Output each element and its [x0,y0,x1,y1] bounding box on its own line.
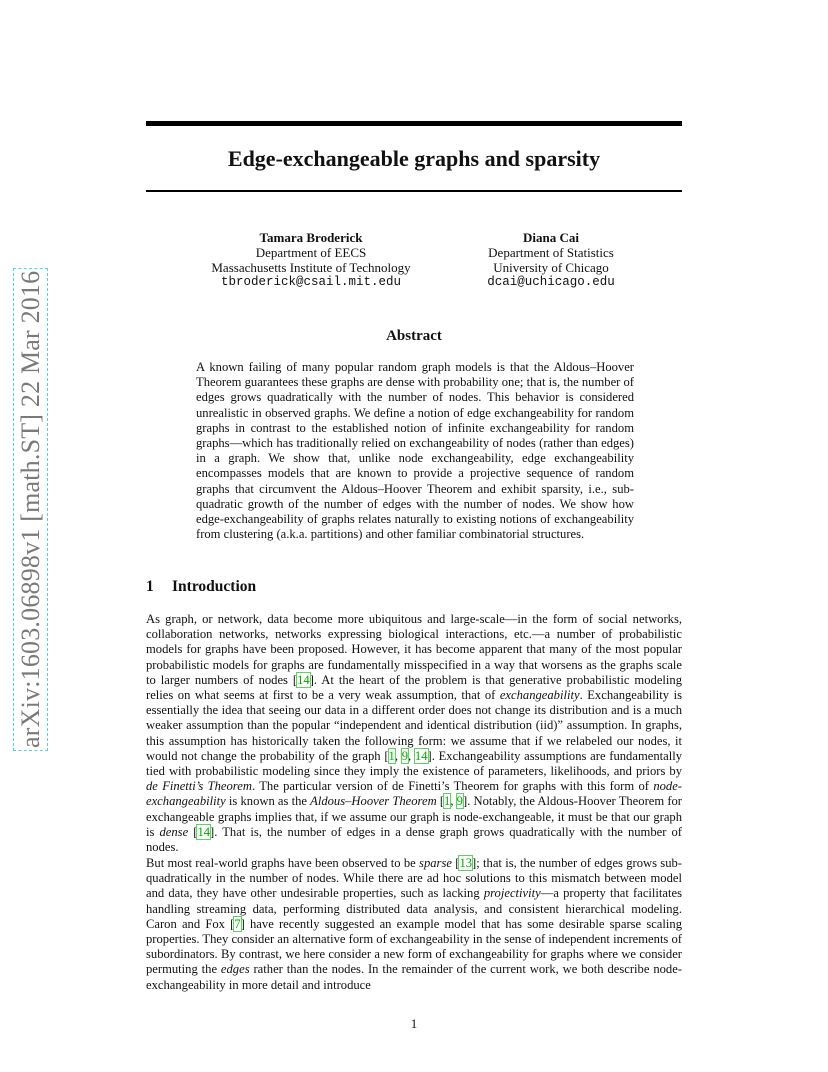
arxiv-identifier[interactable]: arXiv:1603.06898v1 [math.ST] 22 Mar 2016 [16,270,45,748]
text-run: [ [451,856,460,870]
text-run: [ [436,794,445,809]
citation-link[interactable]: 13 [459,856,473,870]
page-number: 1 [410,1016,418,1031]
text-run: ]. That is, the number of edges in a dense graph grows quadratically with the number of nodes. [146,824,682,855]
text-run: . Exchangeability is essentially the idea that seeing our data in a different order does not change its distribution and is a much weaker assumption than the popular “independent and identical distribution (iid)” assumption. In graphs, this assumption has historically taken the following form: we assume that if we relabeled our nodes, it would not change the probability of the graph [ [146,688,682,763]
text-run: ] have recently suggested an example model that has some desirable sparse scaling properties. They consider an alternative form of exchangeability in the sense of independent increments of subordinators. By contrast, we here consider a new form of exchangeability for graphs where we consider permuting the [146,916,682,977]
title-rule-bottom [146,190,682,192]
emphasis: edges [220,962,250,977]
emphasis: dense [159,824,189,839]
author-1 [206,230,416,290]
text-run: But most real-world graphs have been observed to be [146,856,420,870]
text-run: As graph, or network, data become more ubiquitous and large-scale—in the form of social networks, collaboration networks, networks expressing biological interactions, etc.—a number of probabilistic models for graphs have been proposed. However, it has become apparent that many of the most popular probabilistic models for graphs are fundamentally misspecified in a way that worsens as the graphs scale to larger numbers of nodes [ [146,612,682,687]
author-name: Tamara Broderick [259,230,363,245]
intro-paragraph-1: As graph, or network, data become more ubiquitous and large-scale—in the form of social networks, collaboration networks, networks expressing biological interactions, etc.—a number of probabilistic models for graphs have been proposed. However, it has become apparent that many of the most popular probabilistic models for graphs are fundamentally misspecified in a way that worsens as the graphs scale to larger numbers of nodes [14]. At the heart of the problem is that generative probabilistic modeling relies on what seems at first to be a very weak assumption, that of exchangeability. Exchangeability is essentially the idea that seeing our data in a different order does not change its distribution and is a much weaker assumption than the popular “independent and identical distribution (iid)” assumption. In graphs, this assumption has historically taken the following form: we assume that if we relabeled our nodes, it would not change the probability of the graph [1, 9, 14]. Exchangeability assumptions are fundamentally tied with probabilistic modeling since they imply the existence of parameters, likelihoods, and priors by de Finetti’s Theorem. The particular version of de Finetti’s Theorem for graphs with this form of node-exchangeability is known as the Aldous–Hoover Theorem [1, 9]. Notably, the Aldous-Hoover Theorem for exchangeable graphs implies that, if we assume our graph is node-exchangeable, it must be that our graph is dense [14]. That is, the number of edges in a dense graph grows quadratically with the number of nodes. [146,612,683,855]
text-run: ]. Notably, the Aldous-Hoover Theorem for exchangeable graphs implies that, if we assume our graph is node-exchangeable, it must be that our graph is [146,794,683,839]
section-heading-introduction [146,578,256,596]
text-run: ]. At the heart of the problem is that generative probabilistic modeling relies on what seems at first to be a very weak assumption, that of [146,672,682,703]
citation-link[interactable]: 1 [444,794,451,809]
author-department: Department of Statistics [488,245,614,260]
text-run: ]; that is, the number of edges grows sub-quadratically in the number of nodes. While there are ad hoc solutions to this mismatch between model and data, they have other undesirable properties, such as lacking [146,856,682,901]
paper-title: Edge-exchangeable graphs and sparsity [227,146,601,171]
text-run: —a property that facilitates handling streaming data, performing distributed data analysis, and consistent hierarchical modeling. Caron and Fox [ [146,886,682,931]
author-department: Department of EECS [255,245,367,260]
emphasis: node-exchangeability [146,779,682,809]
author-institution: Massachusetts Institute of Technology [211,260,411,275]
author-email: dcai@uchicago.edu [487,275,615,289]
author-email: tbroderick@csail.mit.edu [220,275,402,289]
arxiv-sidebar [16,228,52,748]
section-number: 1 [146,578,154,595]
citation-link[interactable]: 1 [388,748,395,763]
citation-link[interactable]: 14 [414,748,428,763]
text-run: . The particular version of de Finetti’s Theorem for graphs with this form of [251,779,654,794]
emphasis: Aldous–Hoover Theorem [310,794,437,809]
text-run: ]. Exchangeability assumptions are fundamentally tied with probabilistic modeling since they imply the existence of parameters, likelihoods, and priors by [146,748,683,779]
citation-link[interactable]: 9 [401,748,409,763]
text-run: is known as the [225,794,311,809]
citation-link[interactable]: 7 [234,916,241,931]
intro-paragraph-2 [146,856,682,993]
abstract-heading: Abstract [386,328,442,344]
citation-link[interactable]: 14 [197,824,211,839]
author-name: Diana Cai [523,230,579,245]
author-institution: University of Chicago [493,260,609,275]
text-run: [ [188,824,198,839]
citation-link[interactable]: 14 [297,672,310,687]
abstract-text: A known failing of many popular random graph models is that the Aldous–Hoover Theorem guarantees these graphs are dense with probability one; that is, the number of edges grows quadratically with the number of nodes. This behavior is considered unrealistic in observed graphs. We define a notion of edge exchangeability for random graphs in contrast to the established notion of infinite exchangeability for random graphs—which has traditionally relied on exchangeability of nodes (rather than edges) in a graph. We show that, unlike node exchangeability, edge exchangeability encompasses models that are known to provide a projective sequence of random graphs that circumvent the Aldous–Hoover Theorem and exhibit sparsity, i.e., sub-quadratic growth of the number of edges with the number of nodes. We show how edge-exchangeability of graphs relates naturally to existing notions of exchangeability from clustering (a.k.a. partitions) and other familiar combinatorial structures. [196,360,634,542]
text-run: rather than the nodes. In the remainder of the current work, we both describe node-exchangeability in more detail and introduce [146,962,682,992]
section-title: Introduction [172,578,257,595]
emphasis: projectivity [483,886,541,901]
emphasis: exchangeability [499,688,580,703]
emphasis: de Finetti’s Theorem [146,779,252,794]
title-rule-top [146,121,682,126]
citation-link[interactable]: 9 [456,794,463,809]
author-2 [466,230,636,290]
emphasis: sparse [419,856,452,870]
